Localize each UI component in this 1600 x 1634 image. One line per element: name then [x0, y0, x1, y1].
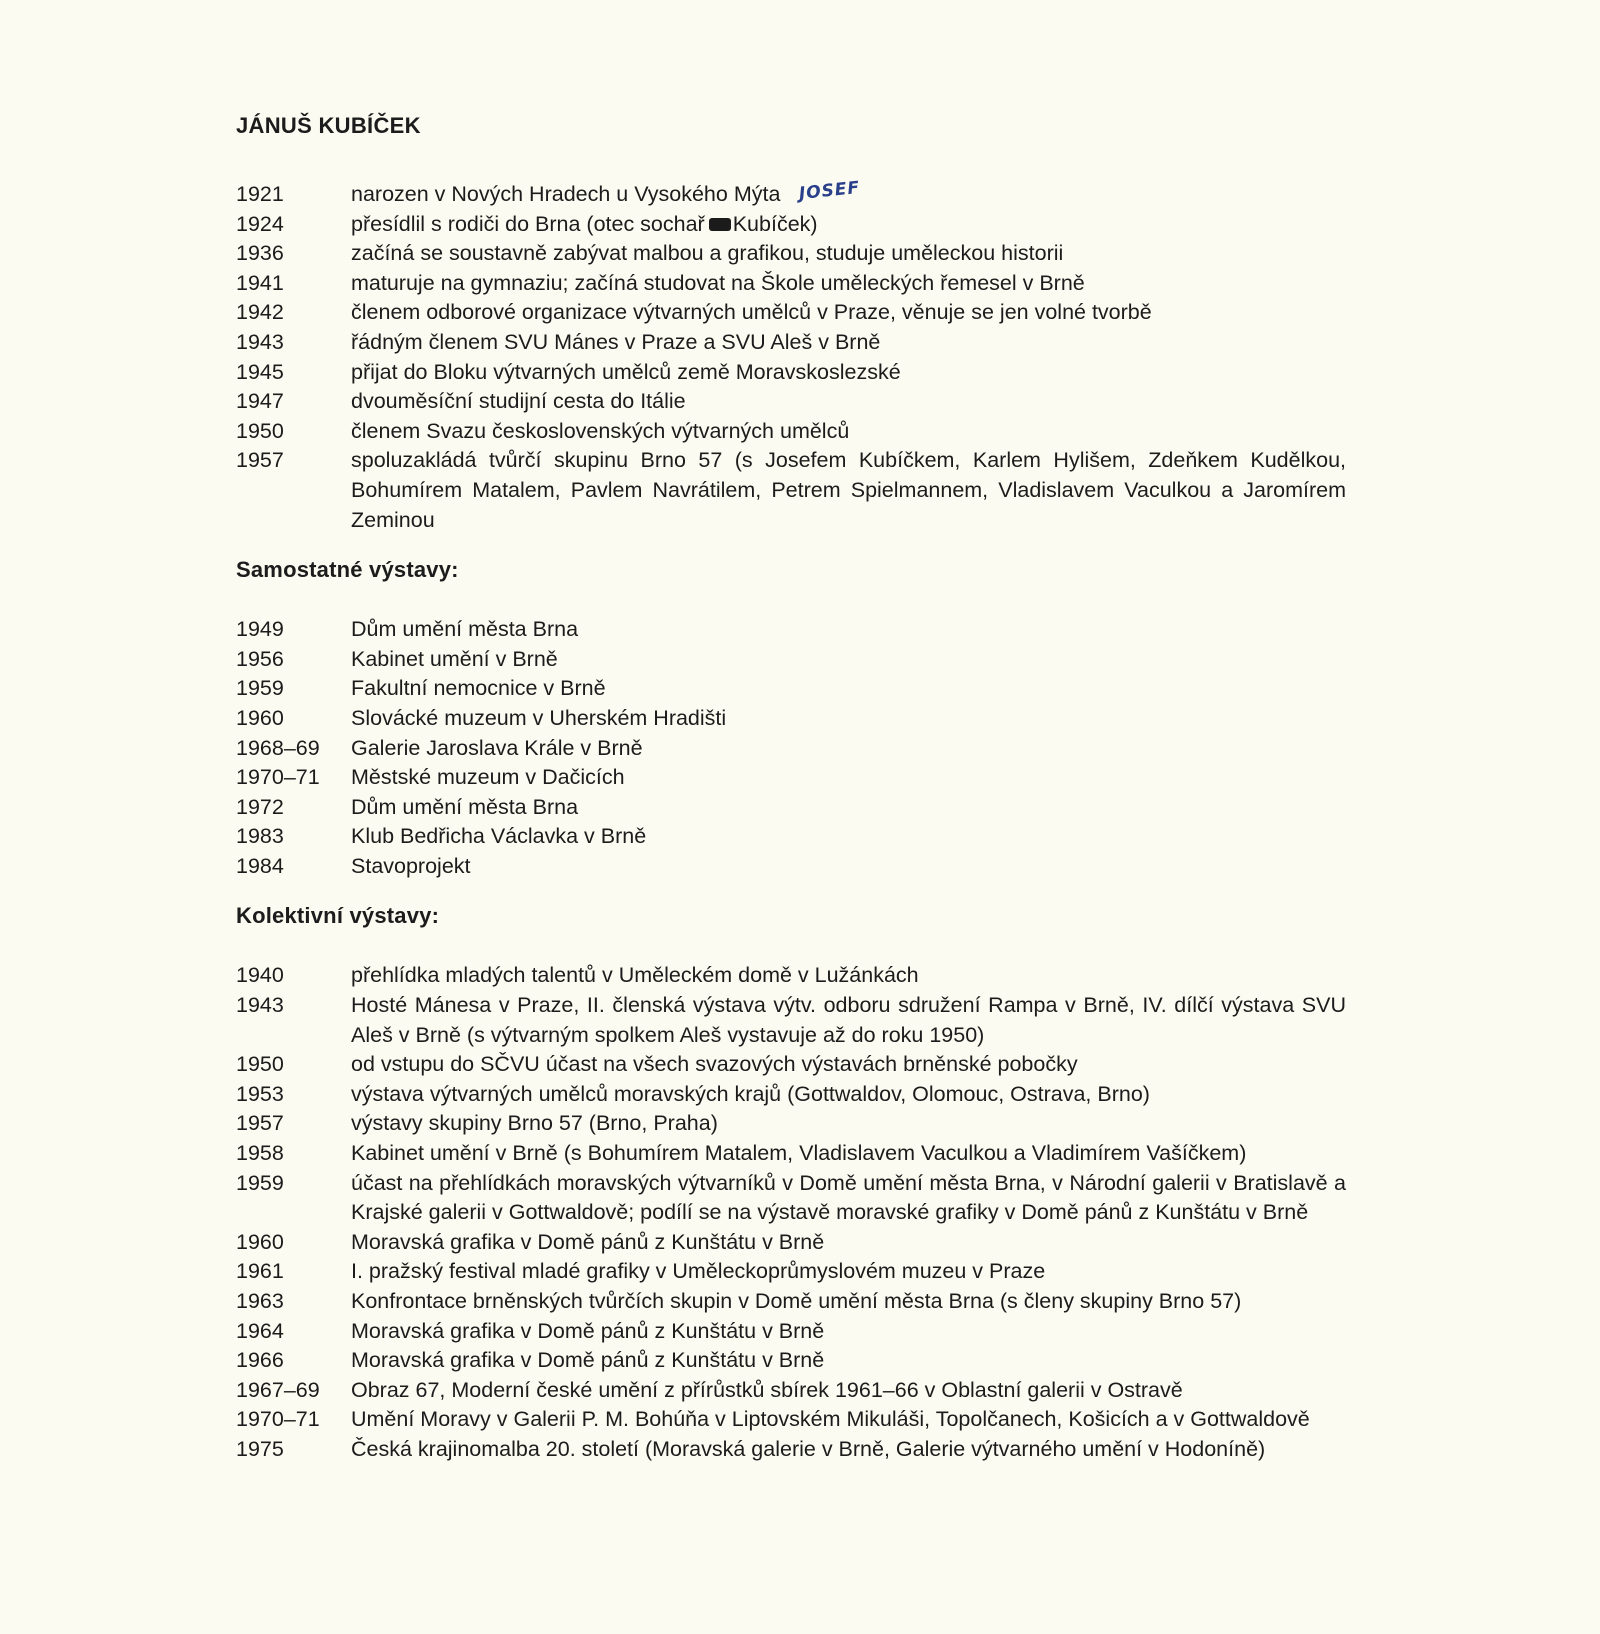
entry-text: výstava výtvarných umělců moravských krajů (Gottwaldov, Olomouc, Ostrava, Brno)	[351, 1081, 1150, 1106]
entry-year: 1943	[236, 329, 284, 354]
list-item	[236, 239, 1346, 269]
list-item	[236, 645, 1346, 675]
entry-year: 1953	[236, 1081, 284, 1106]
entry-year: 1956	[236, 646, 284, 671]
list-item	[236, 704, 1346, 734]
entry-text: maturuje na gymnaziu; začíná studovat na Škole uměleckých řemesel v Brně	[351, 270, 1085, 295]
entry-text: Městské muzeum v Dačicích	[351, 765, 625, 790]
entry-text: Kabinet umění v Brně	[351, 646, 558, 671]
entry-text: členem odborové organizace výtvarných umělců v Praze, věnuje se jen volné tvorbě	[351, 300, 1152, 325]
spacer	[236, 931, 1346, 961]
entry-year: 1957	[236, 1111, 284, 1136]
biography-list	[236, 177, 1346, 535]
list-item	[236, 822, 1346, 852]
list-item	[236, 1169, 1346, 1228]
list-item	[236, 1435, 1346, 1465]
list-item	[236, 1317, 1346, 1347]
entry-year: 1970–71	[236, 1407, 320, 1432]
entry-text: Moravská grafika v Domě pánů z Kunštátu v Brně	[351, 1348, 825, 1373]
list-item	[236, 1346, 1346, 1376]
entry-text: Moravská grafika v Domě pánů z Kunštátu v Brně	[351, 1318, 825, 1343]
entry-year: 1945	[236, 359, 284, 384]
entry-text: Dům umění města Brna	[351, 794, 579, 819]
entry-year: 1949	[236, 617, 284, 642]
entry-year: 1983	[236, 824, 284, 849]
section-title-collective: Kolektivní výstavy:	[236, 903, 440, 929]
entry-year: 1958	[236, 1141, 284, 1166]
list-item	[236, 328, 1346, 358]
entry-year: 1959	[236, 1170, 284, 1195]
entry-text: Klub Bedřicha Václavka v Brně	[351, 824, 647, 849]
list-item	[236, 1109, 1346, 1139]
list-item	[236, 1139, 1346, 1169]
entry-year: 1960	[236, 1229, 284, 1254]
entry-text: řádným členem SVU Mánes v Praze a SVU Aleš v Brně	[351, 329, 881, 354]
entry-year: 1921	[236, 182, 284, 206]
list-item	[236, 1257, 1346, 1287]
entry-year: 1963	[236, 1289, 284, 1313]
list-item	[236, 852, 1346, 882]
entry-text: Česká krajinomalba 20. století (Moravská galerie v Brně, Galerie výtvarného umění v Hodoníně)	[351, 1436, 1266, 1461]
entry-text: Moravská grafika v Domě pánů z Kunštátu v Brně	[351, 1229, 825, 1254]
entry-year: 1975	[236, 1436, 284, 1461]
entry-text: Umění Moravy v Galerii P. M. Bohúňa v Liptovském Mikuláši, Topolčanech, Košicích a v Gottwaldově	[351, 1407, 1310, 1432]
entry-text: Obraz 67, Moderní české umění z přírůstků sbírek 1961–66 v Oblastní galerii v Ostravě	[351, 1377, 1183, 1402]
entry-text: přehlídka mladých talentů v Uměleckém domě v Lužánkách	[351, 963, 919, 988]
list-item	[236, 1228, 1346, 1258]
ink-blot-redaction	[709, 218, 731, 231]
list-item	[236, 961, 1346, 991]
entry-text: I. pražský festival mladé grafiky v Uměleckoprůmyslovém muzeu v Praze	[351, 1259, 1046, 1284]
page-title: JÁNUŠ KUBÍČEK	[236, 113, 421, 138]
list-item	[236, 177, 1346, 210]
list-item	[236, 446, 1346, 535]
entry-year: 1957	[236, 448, 284, 473]
list-item	[236, 269, 1346, 299]
entry-text: od vstupu do SČVU účast na všech svazových výstavách brněnské pobočky	[351, 1052, 1078, 1077]
list-item	[236, 674, 1346, 704]
entry-year: 1947	[236, 389, 284, 414]
spacer	[236, 881, 1346, 901]
entry-text: začíná se soustavně zabývat malbou a grafikou, studuje uměleckou historii	[351, 241, 1064, 266]
solo-exhibitions-list	[236, 615, 1346, 881]
entry-year: 1940	[236, 963, 284, 988]
entry-text: Galerie Jaroslava Krále v Brně	[351, 735, 643, 760]
list-item	[236, 734, 1346, 764]
list-item	[236, 1050, 1346, 1080]
entry-text	[351, 210, 1346, 240]
list-item	[236, 615, 1346, 645]
entry-text	[351, 177, 1346, 210]
list-item	[236, 1376, 1346, 1406]
entry-text-after: Kubíček)	[732, 211, 818, 236]
list-item	[236, 991, 1346, 1050]
entry-year: 1972	[236, 794, 284, 819]
entry-year: 1966	[236, 1348, 284, 1373]
entry-year: 1961	[236, 1259, 284, 1284]
list-item	[236, 358, 1346, 388]
entry-text: Dům umění města Brna	[351, 617, 579, 642]
list-item	[236, 1080, 1346, 1110]
entry-year: 1964	[236, 1318, 284, 1343]
spacer	[236, 585, 1346, 615]
entry-year: 1936	[236, 241, 284, 266]
entry-text: dvouměsíční studijní cesta do Itálie	[351, 389, 686, 414]
spacer	[236, 535, 1346, 555]
document-page	[236, 108, 1346, 1465]
entry-year: 1941	[236, 270, 284, 295]
list-item	[236, 763, 1346, 793]
entry-text: účast na přehlídkách moravských výtvarníků v Domě umění města Brna, v Národní galerii v Bratislavě a Krajské galerii v Gottwaldově; podílí se na výstavě moravské grafiky v Domě pánů z Kunštátu v Brně	[351, 1170, 1346, 1225]
list-item	[236, 793, 1346, 823]
entry-text: Fakultní nemocnice v Brně	[351, 676, 606, 701]
entry-year: 1960	[236, 705, 284, 730]
entry-text-before: přesídlil s rodiči do Brna (otec sochař	[351, 211, 705, 236]
entry-year: 1970–71	[236, 765, 320, 790]
entry-text: výstavy skupiny Brno 57 (Brno, Praha)	[351, 1111, 718, 1136]
entry-year: 1968–69	[236, 735, 320, 760]
list-item	[236, 417, 1346, 447]
entry-year: 1924	[236, 211, 284, 236]
entry-text: Stavoprojekt	[351, 853, 471, 878]
collective-exhibitions-list	[236, 961, 1346, 1464]
section-title-solo: Samostatné výstavy:	[236, 557, 459, 583]
entry-text: přijat do Bloku výtvarných umělců země Moravskoslezské	[351, 359, 901, 384]
list-item	[236, 387, 1346, 417]
entry-text: Hosté Mánesa v Praze, II. členská výstava výtv. odboru sdružení Rampa v Brně, IV. dílčí výstava SVU Aleš v Brně (s výtvarným spolkem Aleš vystavuje až do roku 1950)	[351, 993, 1346, 1047]
list-item	[236, 1287, 1346, 1317]
list-item	[236, 1405, 1346, 1435]
entry-text: Konfrontace brněnských tvůrčích skupin v Domě umění města Brna (s členy skupiny Brno 57)	[351, 1289, 1242, 1313]
entry-year: 1959	[236, 676, 284, 701]
entry-text-content: narozen v Nových Hradech u Vysokého Mýta	[351, 182, 781, 206]
entry-year: 1943	[236, 993, 284, 1018]
handwritten-annotation: JOSEF	[798, 177, 862, 205]
entry-text: členem Svazu československých výtvarných umělců	[351, 418, 850, 443]
list-item	[236, 210, 1346, 240]
entry-year: 1950	[236, 418, 284, 443]
entry-year: 1984	[236, 853, 284, 878]
entry-text: Slovácké muzeum v Uherském Hradišti	[351, 705, 727, 730]
entry-year: 1942	[236, 300, 284, 325]
entry-text: spoluzakládá tvůrčí skupinu Brno 57 (s Josefem Kubíčkem, Karlem Hylišem, Zdeňkem Kudělkou, Bohumírem Matalem, Pavlem Navrátilem, Petrem Spielmannem, Vladislavem Vaculkou a Jaromírem Zeminou	[351, 448, 1346, 532]
entry-text: Kabinet umění v Brně (s Bohumírem Matalem, Vladislavem Vaculkou a Vladimírem Vašíčkem)	[351, 1141, 1247, 1166]
entry-year: 1950	[236, 1052, 284, 1077]
list-item	[236, 298, 1346, 328]
entry-year: 1967–69	[236, 1377, 320, 1402]
